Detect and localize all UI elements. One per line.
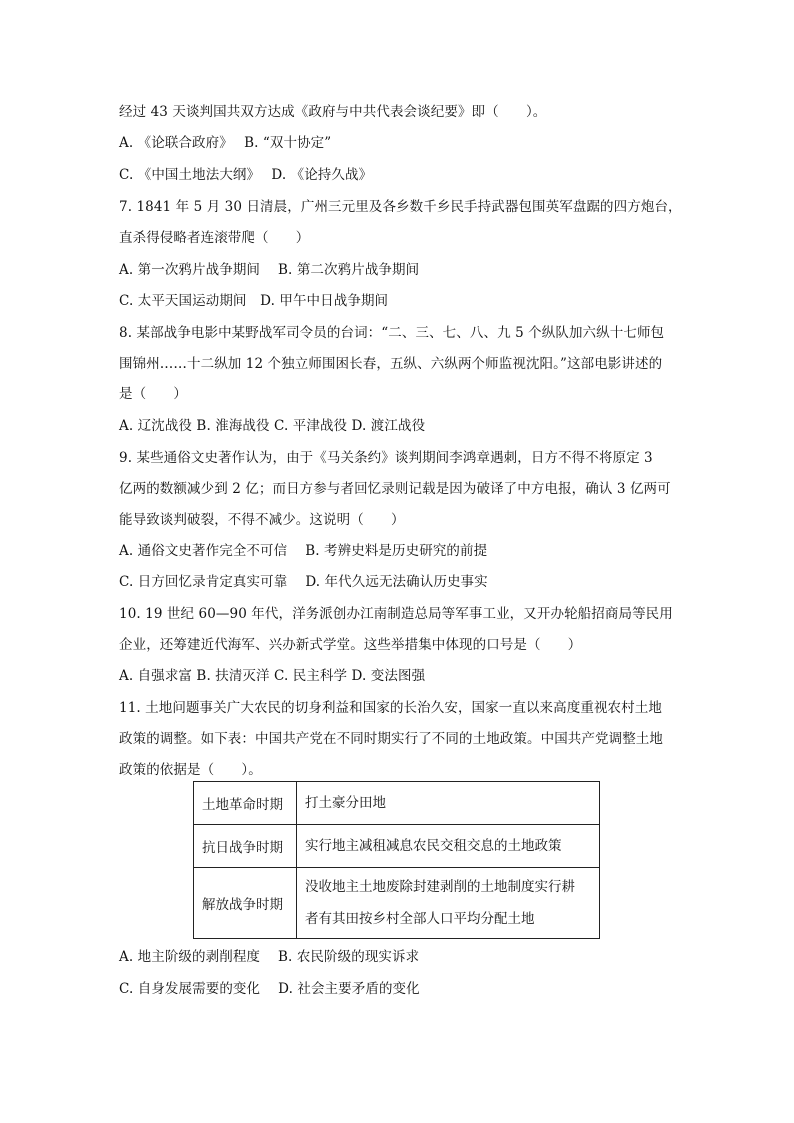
text-line: 企业，还筹建近代海军、兴办新式学堂。这些举措集中体现的口号是（ ） xyxy=(119,637,582,653)
text-line: 政策的依据是（ ）。 xyxy=(119,762,262,778)
option-line: A. 地主阶级的剥削程度 B. 农民阶级的现实诉求 xyxy=(119,949,420,965)
question-10: 10. 19 世纪 60—90 年代，洋务派创办江南制造总局等军事工业，又开办轮船招商局等民用 xyxy=(119,606,673,622)
table-row xyxy=(194,825,600,868)
option-line: C. 自身发展需要的变化 D. 社会主要矛盾的变化 xyxy=(119,981,420,997)
table-cell-period: 解放战争时期 xyxy=(194,868,297,939)
question-8: 8. 某部战争电影中某野战军司令员的台词：“二、三、七、八、九 5 个纵队加六纵十七师包 xyxy=(119,325,665,341)
table-cell-policy xyxy=(297,825,600,868)
text-line: 直杀得侵略者连滚带爬（ ） xyxy=(119,230,310,246)
text-line: 是（ ） xyxy=(119,386,187,402)
option-line: A. 《论联合政府》 B. “双十协定” xyxy=(119,135,332,151)
option-line: C. 日方回忆录肯定真实可靠 D. 年代久远无法确认历史事实 xyxy=(119,574,488,590)
table-cell-period: 抗日战争时期 xyxy=(194,825,297,868)
option-line: C. 太平天国运动期间 D. 甲午中日战争期间 xyxy=(119,293,389,309)
text-line: 政策的调整。如下表：中国共产党在不同时期实行了不同的土地政策。中国共产党调整土地 xyxy=(119,731,663,747)
table-row xyxy=(194,782,600,825)
option-line: A. 通俗文史著作完全不可信 B. 考辨史料是历史研究的前提 xyxy=(119,543,488,559)
policy-text: 打土豪分田地 xyxy=(305,795,386,811)
table-row xyxy=(194,868,600,939)
policy-text: 者有其田按乡村全部人口平均分配土地 xyxy=(305,911,535,927)
option-line: A. 辽沈战役 B. 淮海战役 C. 平津战役 D. 渡江战役 xyxy=(119,418,426,434)
question-9: 9. 某些通俗文史著作认为，由于《马关条约》谈判期间李鸿章遇刺，日方不得不将原定 3 xyxy=(119,450,653,466)
option-line: A. 第一次鸦片战争期间 B. 第二次鸦片战争期间 xyxy=(119,262,420,278)
text-line: 能导致谈判破裂，不得不减少。这说明（ ） xyxy=(119,512,405,528)
text-line: 亿两的数额减少到 2 亿；而日方参与者回忆录则记载是因为破译了中方电报，确认 3 亿两可 xyxy=(119,481,671,497)
text-line: 围锦州……十二纵加 12 个独立师围困长春，五纵、六纵两个师监视沈阳。”这部电影讲述的 xyxy=(119,356,663,372)
option-line: A. 自强求富 B. 扶清灭洋 C. 民主科学 D. 变法图强 xyxy=(119,668,426,684)
policy-text: 实行地主减租减息农民交租交息的土地政策 xyxy=(305,838,562,854)
table-cell-policy xyxy=(297,868,600,939)
table-cell-policy xyxy=(297,782,600,825)
question-7: 7. 1841 年 5 月 30 日清晨，广州三元里及各乡数千乡民手持武器包围英军盘踞的四方炮台， xyxy=(119,199,682,215)
table-cell-period: 土地革命时期 xyxy=(194,782,297,825)
policy-text: 没收地主土地废除封建剥削的土地制度实行耕 xyxy=(305,879,575,895)
land-policy-table xyxy=(193,781,600,939)
question-11: 11. 土地问题事关广大农民的切身利益和国家的长治久安，国家一直以来高度重视农村土地 xyxy=(119,700,662,716)
text-line: 经过 43 天谈判国共双方达成《政府与中共代表会谈纪要》即（ ）。 xyxy=(119,104,547,120)
option-line: C. 《中国土地法大纲》 D. 《论持久战》 xyxy=(119,167,373,183)
